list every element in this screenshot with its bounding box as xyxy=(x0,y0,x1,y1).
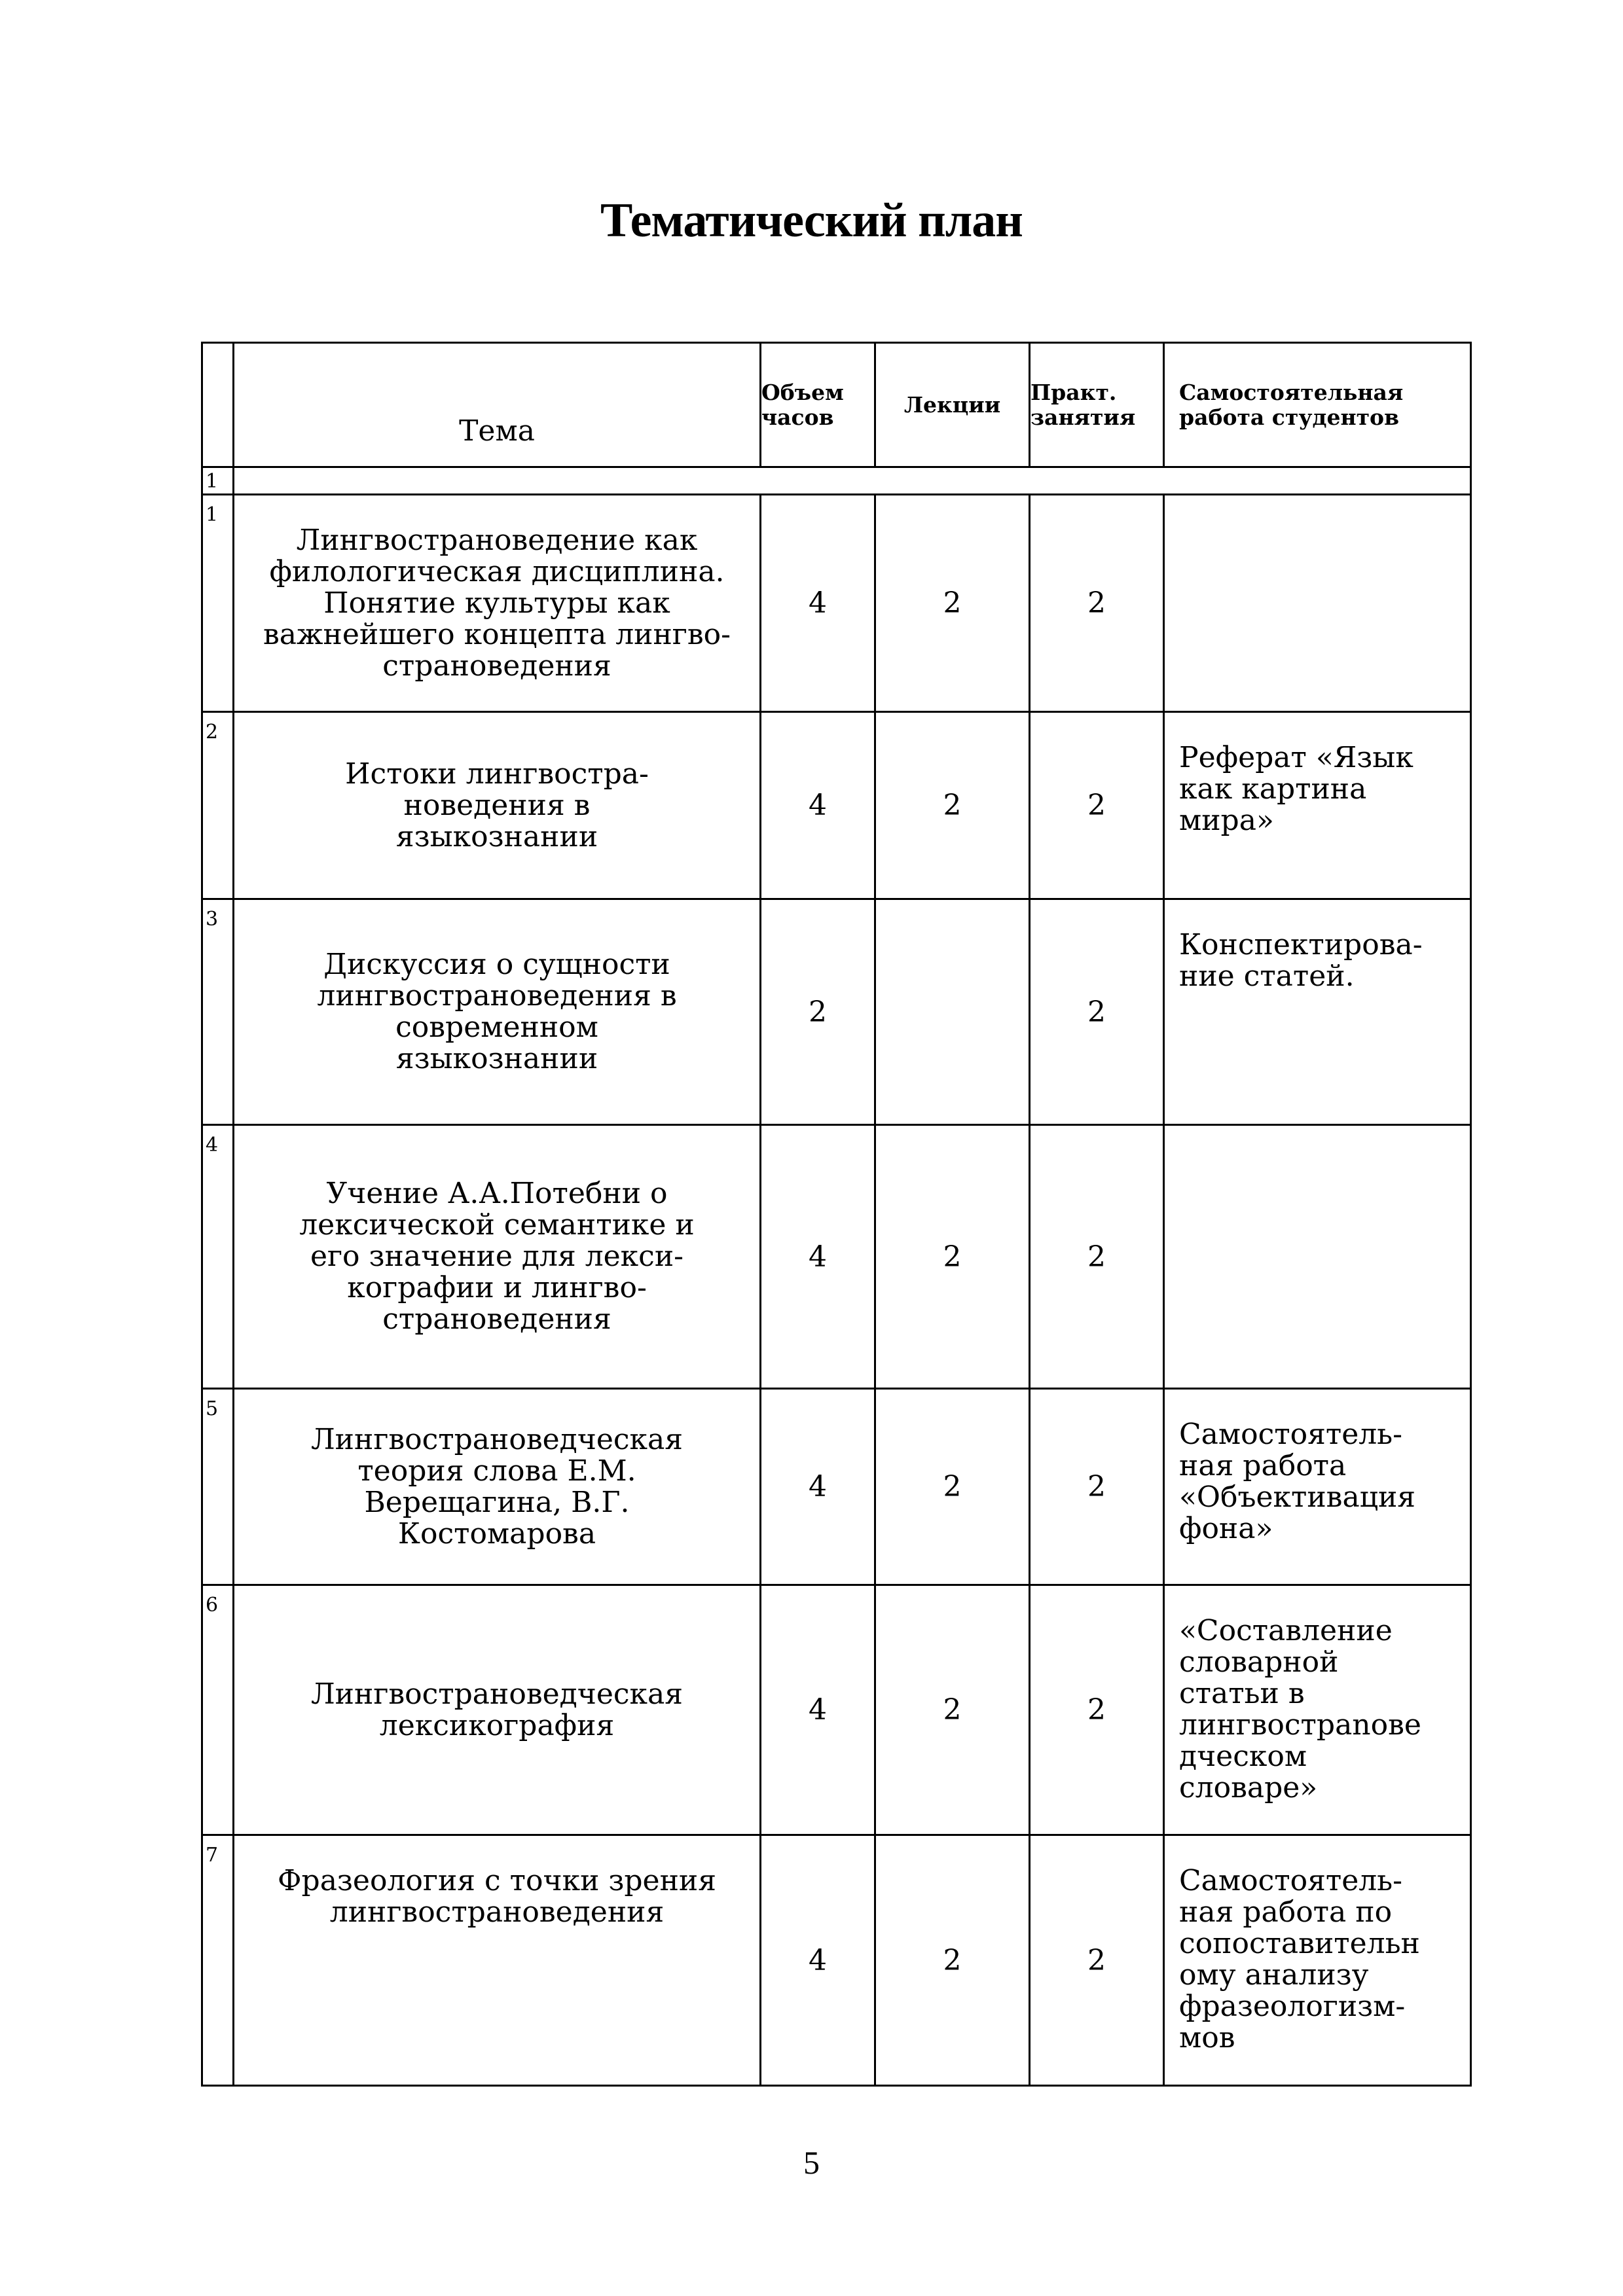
topic-cell: Лингвострановедческая теория слова Е.М. Верещагина, В.Г. Костомарова xyxy=(234,1389,761,1585)
self-work-cell: «Составление словарной статьи в лингвострanове дческом словаре» xyxy=(1164,1585,1471,1835)
row-number: 7 xyxy=(202,1835,234,2086)
hours-cell: 4 xyxy=(761,495,875,712)
header-self-work: Самостоятельная работа студентов xyxy=(1164,343,1471,467)
row-number: 2 xyxy=(202,712,234,899)
topic-cell: Лингвострановедческая лексикография xyxy=(234,1585,761,1835)
lectures-cell: 2 xyxy=(875,1835,1030,2086)
lectures-cell: 2 xyxy=(875,712,1030,899)
header-lectures: Лекции xyxy=(875,343,1030,467)
table-row xyxy=(202,712,1471,899)
hours-cell: 4 xyxy=(761,1389,875,1585)
practice-cell: 2 xyxy=(1030,899,1164,1125)
topic-cell: Лингвострановедение как филологическая дисциплина. Понятие культуры как важнейшего концепта лингво- страноведения xyxy=(234,495,761,712)
topic-cell: Фразеология с точки зрения лингвострановедения xyxy=(234,1835,761,2086)
practice-cell: 2 xyxy=(1030,712,1164,899)
hours-cell: 4 xyxy=(761,712,875,899)
topic-cell: Истоки лингвостра- новедения в языкознании xyxy=(234,712,761,899)
row-number: 5 xyxy=(202,1389,234,1585)
hours-cell: 4 xyxy=(761,1125,875,1389)
hours-cell: 4 xyxy=(761,1585,875,1835)
lectures-cell: 2 xyxy=(875,495,1030,712)
row-number: 4 xyxy=(202,1125,234,1389)
table-row xyxy=(202,1389,1471,1585)
self-work-cell: Самостоятель- ная работа по сопоставительн ому анализу фразеологизм- мов xyxy=(1164,1835,1471,2086)
practice-cell: 2 xyxy=(1030,495,1164,712)
page-number: 5 xyxy=(803,2144,820,2181)
table-row xyxy=(202,1125,1471,1389)
row-number: 3 xyxy=(202,899,234,1125)
page-title: Тематический план xyxy=(600,194,1023,247)
table-header-row xyxy=(202,343,1471,467)
self-work-cell: Конспектирова- ние статей. xyxy=(1164,899,1471,1125)
header-hours: Объем часов xyxy=(761,343,875,467)
practice-cell: 2 xyxy=(1030,1835,1164,2086)
self-work-cell: Самостоятель- ная работа «Объективация фона» xyxy=(1164,1389,1471,1585)
topic-cell: Учение А.А.Потебни о лексической семантике и его значение для лекси- кографии и лингво- страноведения xyxy=(234,1125,761,1389)
header-number-cell xyxy=(202,343,234,467)
lectures-cell: 2 xyxy=(875,1585,1030,1835)
hours-cell: 2 xyxy=(761,899,875,1125)
hours-cell: 4 xyxy=(761,1835,875,2086)
practice-cell: 2 xyxy=(1030,1125,1164,1389)
lectures-cell xyxy=(875,899,1030,1125)
index-empty-cell xyxy=(234,467,1471,495)
lectures-cell: 2 xyxy=(875,1125,1030,1389)
row-number: 6 xyxy=(202,1585,234,1835)
table-row xyxy=(202,1835,1471,2086)
topic-cell: Дискуссия о сущности лингвострановедения в современном языкознании xyxy=(234,899,761,1125)
index-cell: 1 xyxy=(202,467,234,495)
table-row xyxy=(202,1585,1471,1835)
table-row xyxy=(202,495,1471,712)
lectures-cell: 2 xyxy=(875,1389,1030,1585)
practice-cell: 2 xyxy=(1030,1389,1164,1585)
index-row xyxy=(202,467,1471,495)
self-work-cell xyxy=(1164,495,1471,712)
row-number: 1 xyxy=(202,495,234,712)
thematic-plan-table xyxy=(201,342,1472,2087)
table-row xyxy=(202,899,1471,1125)
practice-cell: 2 xyxy=(1030,1585,1164,1835)
header-practice: Практ. занятия xyxy=(1030,343,1164,467)
self-work-cell: Реферат «Язык как картина мира» xyxy=(1164,712,1471,899)
header-tema: Тема xyxy=(234,343,761,467)
self-work-cell xyxy=(1164,1125,1471,1389)
